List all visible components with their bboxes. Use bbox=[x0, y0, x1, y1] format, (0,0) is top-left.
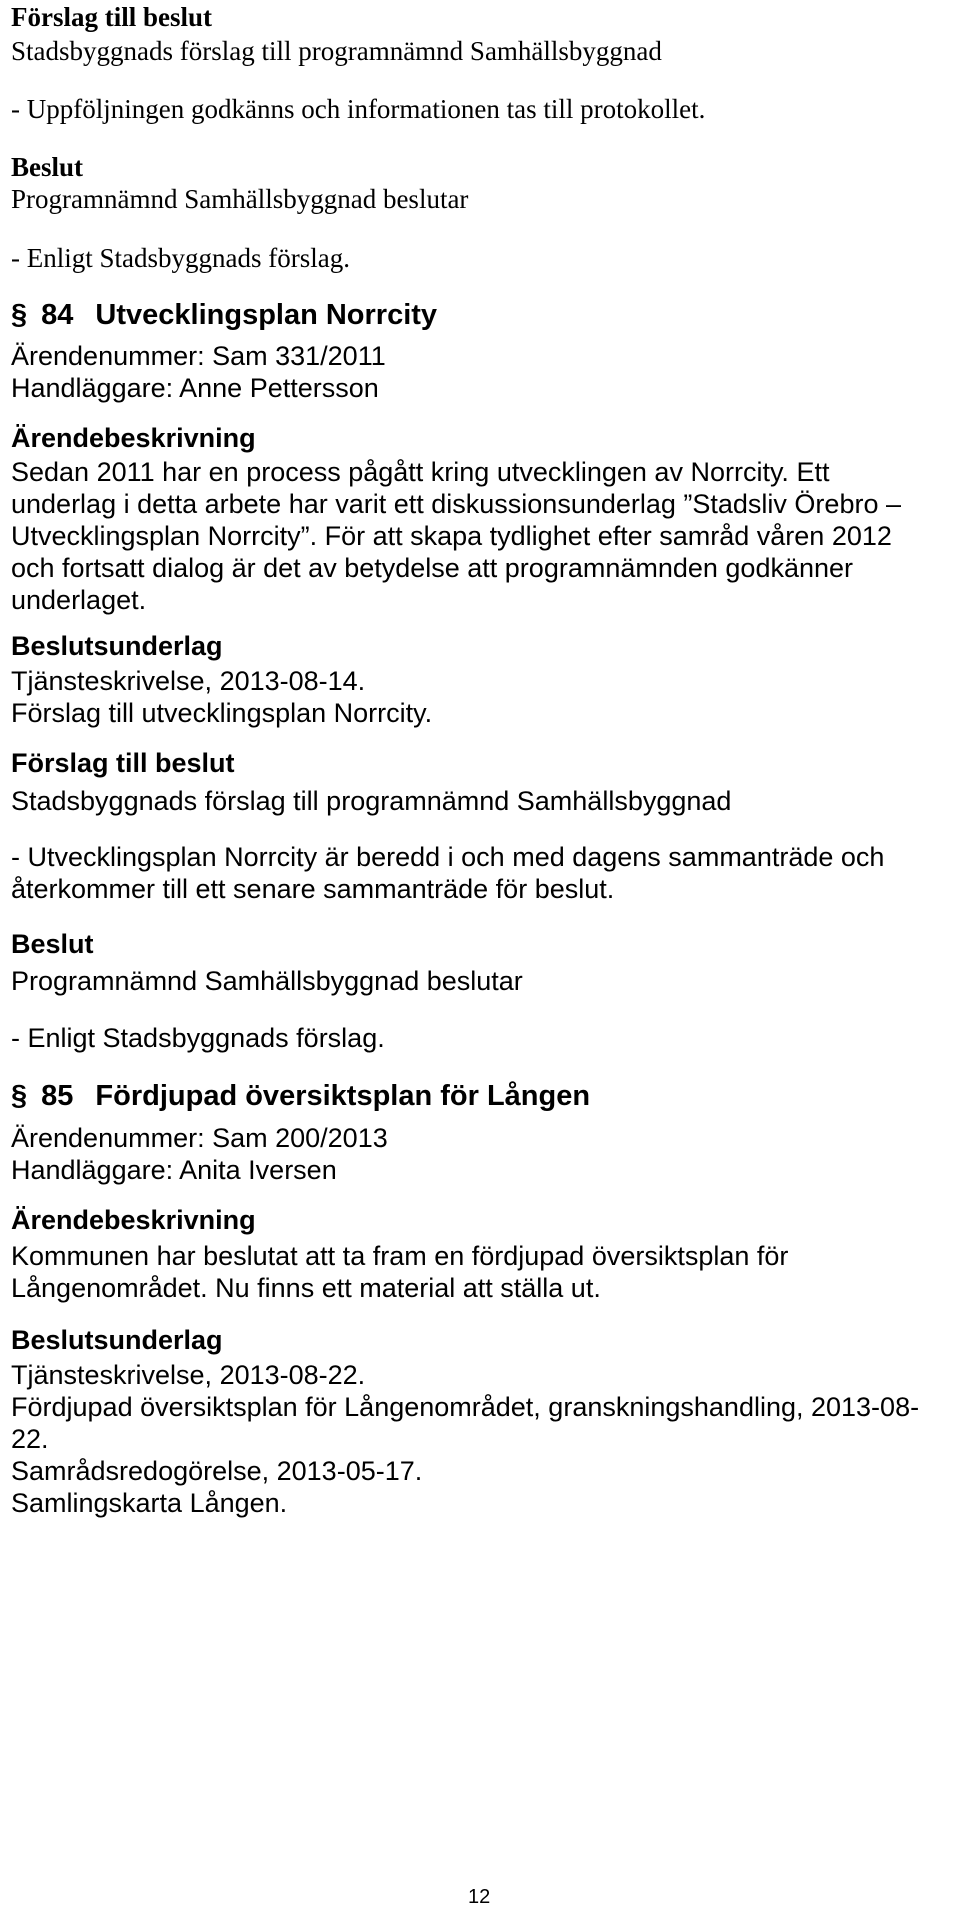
description-line: och fortsatt dialog är det av betydelse att programnämnden godkänner bbox=[11, 553, 854, 583]
section-title: Utvecklingsplan Norrcity bbox=[95, 299, 438, 331]
arendebeskrivning-heading: Ärendebeskrivning bbox=[11, 423, 256, 453]
beslut-text: Programnämnd Samhällsbyggnad beslutar bbox=[11, 966, 523, 996]
description-line: Utvecklingsplan Norrcity”. För att skapa tydlighet efter samråd våren 2012 bbox=[11, 521, 892, 551]
description-line: Kommunen har beslutat att ta fram en fördjupad översiktsplan för bbox=[11, 1241, 789, 1271]
description-line: underlag i detta arbete har varit ett diskussionsunderlag ”Stadsliv Örebro – bbox=[11, 489, 901, 519]
section-title: Fördjupad översiktsplan för Lången bbox=[95, 1080, 591, 1112]
description-line: underlaget. bbox=[11, 585, 147, 615]
forslag-line: återkommer till ett senare sammanträde för beslut. bbox=[11, 874, 615, 904]
section-number: 85 bbox=[41, 1080, 74, 1112]
handlaggare: Handläggare: Anita Iversen bbox=[11, 1155, 337, 1185]
beslut-decision: - Enligt Stadsbyggnads förslag. bbox=[11, 1023, 385, 1053]
beslut-heading: Beslut bbox=[11, 152, 84, 182]
paragraph-symbol: § bbox=[11, 299, 28, 331]
section-heading-85 bbox=[11, 1079, 590, 1113]
forslag-heading: Förslag till beslut bbox=[11, 2, 212, 32]
beslut-text: Programnämnd Samhällsbyggnad beslutar bbox=[11, 184, 469, 214]
arendenummer: Ärendenummer: Sam 331/2011 bbox=[11, 341, 386, 371]
forslag-decision: - Uppföljningen godkänns och informationen tas till protokollet. bbox=[11, 94, 706, 124]
underlag-item: Tjänsteskrivelse, 2013-08-14. bbox=[11, 666, 366, 696]
page-number: 12 bbox=[468, 1886, 491, 1908]
beslut-decision: - Enligt Stadsbyggnads förslag. bbox=[11, 243, 350, 273]
underlag-item: Samrådsredogörelse, 2013-05-17. bbox=[11, 1456, 423, 1486]
underlag-item: Samlingskarta Lången. bbox=[11, 1488, 288, 1518]
section-heading-84 bbox=[11, 298, 437, 332]
underlag-item: 22. bbox=[11, 1424, 49, 1454]
handlaggare: Handläggare: Anne Pettersson bbox=[11, 373, 379, 403]
underlag-item: Fördjupad översiktsplan för Långenområdet, granskningshandling, 2013-08- bbox=[11, 1392, 920, 1422]
beslutsunderlag-heading: Beslutsunderlag bbox=[11, 1325, 223, 1355]
section-number: 84 bbox=[41, 299, 74, 331]
description-line: Långenområdet. Nu finns ett material att ställa ut. bbox=[11, 1273, 601, 1303]
underlag-item: Tjänsteskrivelse, 2013-08-22. bbox=[11, 1360, 366, 1390]
forslag-text: Stadsbyggnads förslag till programnämnd Samhällsbyggnad bbox=[11, 786, 732, 816]
arendenummer: Ärendenummer: Sam 200/2013 bbox=[11, 1123, 388, 1153]
arendebeskrivning-heading: Ärendebeskrivning bbox=[11, 1205, 256, 1235]
paragraph-symbol: § bbox=[11, 1080, 28, 1112]
forslag-line: - Utvecklingsplan Norrcity är beredd i och med dagens sammanträde och bbox=[11, 842, 885, 872]
description-line: Sedan 2011 har en process pågått kring utvecklingen av Norrcity. Ett bbox=[11, 457, 830, 487]
forslag-text: Stadsbyggnads förslag till programnämnd Samhällsbyggnad bbox=[11, 36, 662, 66]
underlag-item: Förslag till utvecklingsplan Norrcity. bbox=[11, 698, 433, 728]
beslut-heading: Beslut bbox=[11, 929, 94, 959]
forslag-heading: Förslag till beslut bbox=[11, 748, 235, 778]
beslutsunderlag-heading: Beslutsunderlag bbox=[11, 631, 223, 661]
